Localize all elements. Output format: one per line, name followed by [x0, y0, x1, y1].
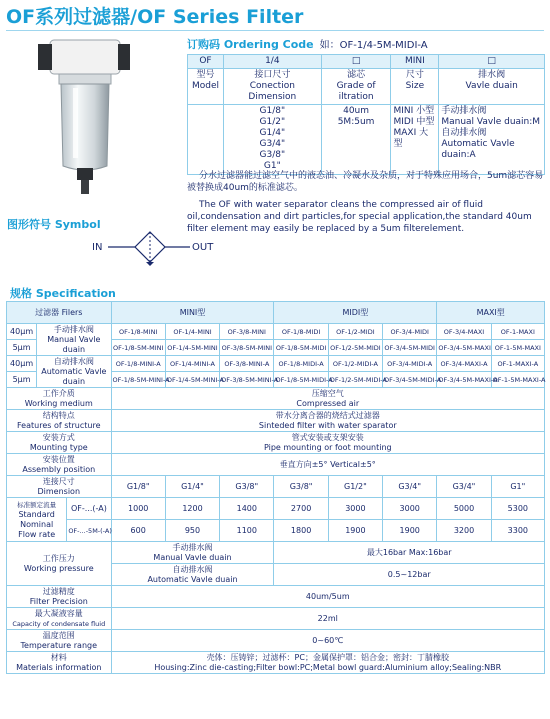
spec-mounting-value: 管式安装或支架安装 Pipe mounting or foot mounting: [111, 432, 544, 454]
order-cell: 接口尺寸 Conection Dimension: [223, 69, 321, 105]
spec-flow-row-label: OF-...(-A): [67, 498, 111, 520]
order-cell: MINI: [391, 55, 439, 69]
spec-dimension-cell: G3/8": [274, 476, 328, 498]
order-cell: 排水阀 Vavle duain: [439, 69, 545, 105]
spec-model-cell: OF-3/4-5M-MAXI-A: [437, 372, 491, 388]
spec-flow-cell: 5000: [437, 498, 491, 520]
spec-precision-value: 40um/5um: [111, 586, 544, 608]
order-cell: □: [321, 55, 391, 69]
page-title: OF系列过滤器/OF Series Filter: [6, 6, 304, 28]
specification-table: [6, 301, 545, 674]
symbol-heading: 图形符号 Symbol: [7, 218, 101, 231]
spec-condensate-label: 最大凝液容量 Capacity of condensate fluid: [7, 608, 112, 630]
spec-model-cell: OF-3/8-5M-MINI-A: [220, 372, 274, 388]
description-en: The OF with water separator cleans the compressed air of fluid oil,condensation and dirt particles,for special application,the standard 40um filter element may easily be replaced by a 5um filterelement.: [187, 200, 532, 234]
spec-model-cell: OF-1/2-5M-MIDI: [328, 340, 382, 356]
spec-position-value: 垂直方向±5° Vertical±5°: [111, 454, 544, 476]
spec-structure-label: 结构特点 Features of structure: [7, 410, 112, 432]
spec-model-cell: OF-3/4-5M-MAXI: [437, 340, 491, 356]
spec-temperature-value: 0~60℃: [111, 630, 544, 652]
spec-flow-cell: 3300: [491, 520, 544, 542]
symbol-in-label: IN: [92, 242, 103, 253]
order-cell: [188, 105, 224, 175]
spec-model-cell: OF-3/4-MAXI-A: [437, 356, 491, 372]
spec-model-cell: OF-1/8-MINI: [111, 324, 165, 340]
spec-dimension-label: 连接尺寸 Dimension: [7, 476, 112, 498]
spec-model-cell: OF-3/4-5M-MIDI-A: [383, 372, 437, 388]
spec-model-cell: OF-1/8-5M-MIDI-A: [274, 372, 328, 388]
spec-model-cell: OF-1/8-5M-MINI-A: [111, 372, 165, 388]
order-drain-list: 手动排水阀 Manual Vavle duain:M 自动排水阀 Automatic Vavle duain:A: [439, 105, 545, 175]
spec-drain-label: 手动排水阀 Manual Vavle duain: [37, 324, 111, 356]
spec-flow-cell: 1800: [274, 520, 328, 542]
filter-symbol-diagram: [90, 228, 220, 278]
symbol-out-label: OUT: [192, 242, 214, 253]
spec-model-cell: OF-1/2-5M-MIDI-A: [328, 372, 382, 388]
spec-materials-label: 材料 Materials information: [7, 652, 112, 674]
spec-flow-cell: 3000: [328, 498, 382, 520]
spec-model-cell: OF-1-MAXI: [491, 324, 544, 340]
spec-flow-cell: 1000: [111, 498, 165, 520]
spec-grade-cell: 5μm: [7, 340, 37, 356]
spec-model-cell: OF-1/8-MIDI: [274, 324, 328, 340]
spec-flow-cell: 5300: [491, 498, 544, 520]
spec-model-cell: OF-1-MAXI-A: [491, 356, 544, 372]
spec-model-cell: OF-3/8-MINI-A: [220, 356, 274, 372]
spec-flow-cell: 1100: [220, 520, 274, 542]
spec-structure-value: 带水分离合器的烧结式过滤器 Sinteded filter with water sparator: [111, 410, 544, 432]
spec-condensate-value: 22ml: [111, 608, 544, 630]
filter-product-image: [25, 38, 140, 198]
spec-model-cell: OF-3/4-MIDI: [383, 324, 437, 340]
spec-precision-label: 过滤精度 Filter Precision: [7, 586, 112, 608]
spec-grade-cell: 5μm: [7, 372, 37, 388]
title-divider: [6, 30, 544, 31]
order-cell: 滤芯 Grade of iltration: [321, 69, 391, 105]
spec-flow-label: 标准额定流量 Standard Nominal Flow rate: [7, 498, 67, 542]
spec-model-cell: OF-3/4-MAXI: [437, 324, 491, 340]
spec-model-cell: OF-1/8-MIDI-A: [274, 356, 328, 372]
spec-model-cell: OF-1/4-MINI-A: [165, 356, 219, 372]
spec-model-cell: OF-3/4-MIDI-A: [383, 356, 437, 372]
spec-dimension-cell: G3/8": [220, 476, 274, 498]
spec-model-cell: OF-1/8-5M-MINI: [111, 340, 165, 356]
spec-header-mini: MINI型: [111, 302, 274, 324]
spec-model-cell: OF-1/2-MIDI: [328, 324, 382, 340]
description-cn: 分水过滤器能过滤空气中的液态油、冷凝水及杂质，对于特殊应用场合，5um滤芯容易被替换成40um的标准滤芯。: [187, 171, 544, 193]
spec-medium-label: 工作介质 Working medium: [7, 388, 112, 410]
spec-dimension-cell: G3/4": [383, 476, 437, 498]
spec-grade-cell: 40μm: [7, 356, 37, 372]
order-cell: 型号 Model: [188, 69, 224, 105]
spec-header-midi: MIDI型: [274, 302, 437, 324]
order-size-list: MINI 小型 MIDI 中型 MAXI 大型: [391, 105, 439, 175]
spec-temperature-label: 温度范围 Temperature range: [7, 630, 112, 652]
order-grade-list: 40um 5M:5um: [321, 105, 391, 175]
ordering-code-table: [187, 54, 545, 175]
spec-flow-row-label: OF-...-5M-(-A): [67, 520, 111, 542]
spec-model-cell: OF-1-5M-MAXI: [491, 340, 544, 356]
spec-flow-cell: 600: [111, 520, 165, 542]
spec-flow-cell: 950: [165, 520, 219, 542]
spec-flow-cell: 1900: [328, 520, 382, 542]
spec-model-cell: OF-1/4-5M-MINI: [165, 340, 219, 356]
order-cell: 1/4: [223, 55, 321, 69]
spec-dimension-cell: G3/4": [437, 476, 491, 498]
spec-model-cell: OF-1/4-MINI: [165, 324, 219, 340]
spec-dimension-cell: G1": [491, 476, 544, 498]
spec-pressure-manual-value: 最大16bar Max:16bar: [274, 542, 545, 564]
order-cell: OF: [188, 55, 224, 69]
order-cell: 尺寸 Size: [391, 69, 439, 105]
spec-dimension-cell: G1/2": [328, 476, 382, 498]
spec-model-cell: OF-1/8-5M-MIDI: [274, 340, 328, 356]
spec-flow-cell: 1900: [383, 520, 437, 542]
spec-header-maxi: MAXI型: [437, 302, 545, 324]
spec-materials-value: 壳体：压铸锌；过滤杯：PC；金属保护罩：铝合金；密封：丁腈橡胶 Housing:Zinc die-casting;Filter bowl:PC;Metal bowl guard:Aluminium alloy;Sealing:NBR: [111, 652, 544, 674]
spec-pressure-label: 工作压力 Working pressure: [7, 542, 112, 586]
spec-grade-cell: 40μm: [7, 324, 37, 340]
spec-model-cell: OF-3/8-MINI: [220, 324, 274, 340]
spec-model-cell: OF-1/4-5M-MINI-A: [165, 372, 219, 388]
spec-flow-cell: 1200: [165, 498, 219, 520]
spec-position-label: 安装位置 Assembly position: [7, 454, 112, 476]
spec-dimension-cell: G1/4": [165, 476, 219, 498]
spec-flow-cell: 2700: [274, 498, 328, 520]
spec-mounting-label: 安装方式 Mounting type: [7, 432, 112, 454]
spec-pressure-manual-label: 手动排水阀 Manual Vavle duain: [111, 542, 274, 564]
specification-heading: 规格 Specification: [10, 287, 116, 300]
ordering-code-example: 如：OF-1/4-5M-MIDI-A: [319, 40, 428, 51]
spec-model-cell: OF-1-5M-MAXI-A: [491, 372, 544, 388]
spec-flow-cell: 3200: [437, 520, 491, 542]
spec-dimension-cell: G1/8": [111, 476, 165, 498]
spec-flow-cell: 3000: [383, 498, 437, 520]
spec-flow-cell: 1400: [220, 498, 274, 520]
spec-header-filters: 过滤器 Filers: [7, 302, 112, 324]
spec-model-cell: OF-1/8-MINI-A: [111, 356, 165, 372]
spec-model-cell: OF-3/8-5M-MINI: [220, 340, 274, 356]
spec-model-cell: OF-3/4-5M-MIDI: [383, 340, 437, 356]
spec-medium-value: 压缩空气 Compressed air: [111, 388, 544, 410]
order-port-list: G1/8" G1/2" G1/4" G3/4" G3/8" G1": [223, 105, 321, 175]
spec-pressure-auto-label: 自动排水阀 Automatic Vavle duain: [111, 564, 274, 586]
ordering-code-heading: 订购码 Ordering Code 如：OF-1/4-5M-MIDI-A: [187, 38, 428, 51]
spec-pressure-auto-value: 0.5~12bar: [274, 564, 545, 586]
spec-model-cell: OF-1/2-MIDI-A: [328, 356, 382, 372]
spec-drain-label: 自动排水阀 Automatic Vavle duain: [37, 356, 111, 388]
order-cell: □: [439, 55, 545, 69]
